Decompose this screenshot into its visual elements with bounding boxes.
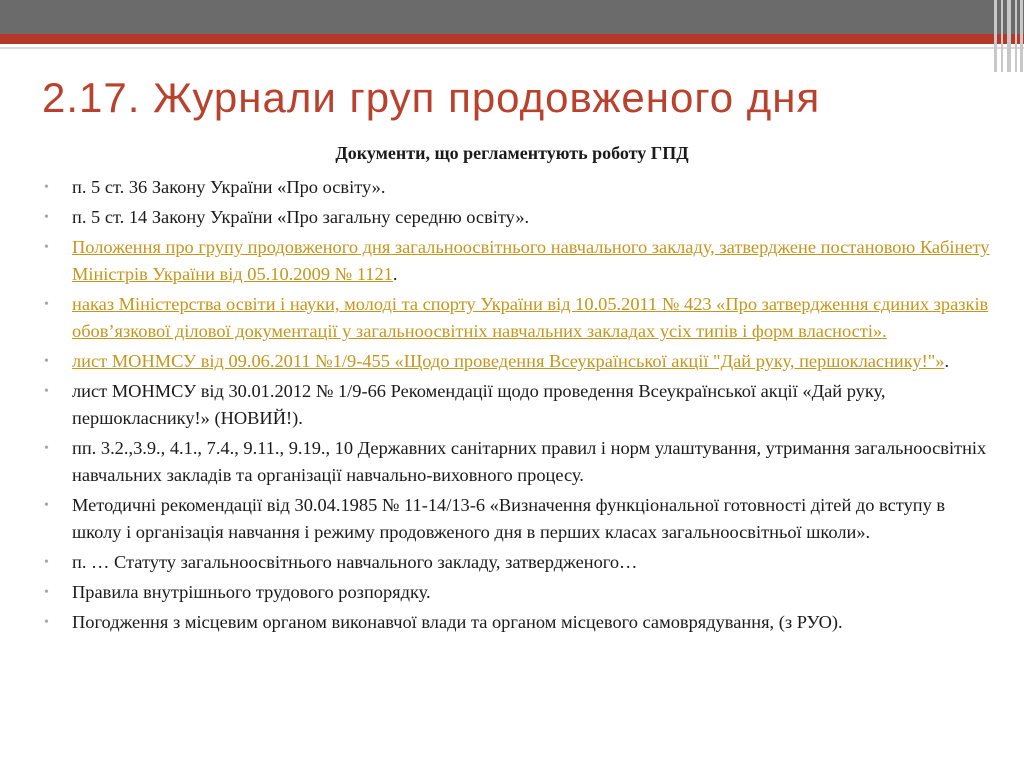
list-item [44, 204, 999, 231]
item-text: Методичні рекомендації від 30.04.1985 № 11-14/13-6 «Визначення функціональної готовності дітей до вступу в школу і організація навчання і режиму продовженого дня в перших класах загальноосвітньої школи». [72, 495, 946, 542]
list-item [44, 234, 999, 288]
bullet-icon: • [44, 585, 49, 600]
list-item [44, 348, 999, 375]
list-item [44, 435, 999, 489]
item-text: Правила внутрішнього трудового розпорядку. [72, 582, 431, 602]
bullet-icon: • [44, 180, 49, 195]
item-text: Погодження з місцевим органом виконавчої влади та органом місцевого самоврядування, (з РУО). [72, 612, 843, 632]
bullet-icon: • [44, 555, 49, 570]
item-text: п. 5 ст. 36 Закону України «Про освіту». [72, 177, 386, 197]
header-band [0, 0, 1024, 34]
item-suffix: . [392, 264, 398, 284]
item-text: лист МОНМСУ від 30.01.2012 № 1/9-66 Рекомендації щодо проведення Всеукраїнської акції «Дай руку, першокласнику!» (НОВИЙ!). [72, 381, 886, 428]
item-text: пп. 3.2.,3.9., 4.1., 7.4., 9.11., 9.19., 10 Державних санітарних правил і норм улаштування, утримання загальноосвітніх навчальних закладів та організації навчально-виховного процесу. [72, 438, 987, 485]
list-item [44, 549, 999, 576]
item-text: п. … Статуту загальноосвітнього навчального закладу, затвердженого… [72, 552, 638, 572]
order-link[interactable]: наказ Міністерства освіти і науки, молоді та спорту України від 10.05.2011 № 423 «Про затвердження єдиних зразків обов’язкової ділової документації у загальноосвітніх навчальних закладах усіх типів і форм власності». [72, 294, 989, 341]
list-item [44, 492, 999, 546]
bullet-icon: • [44, 441, 49, 456]
decorative-stripes [992, 0, 1024, 72]
list-item [44, 609, 999, 636]
list-item [44, 579, 999, 606]
bullet-icon: • [44, 297, 49, 312]
slide-title: 2.17. Журнали груп продовженого дня [42, 74, 821, 121]
document-list [44, 174, 999, 639]
item-text: п. 5 ст. 14 Закону України «Про загальну середню освіту». [72, 207, 530, 227]
list-item [44, 378, 999, 432]
slide-subtitle: Документи, що регламентують роботу ГПД [335, 143, 689, 163]
bullet-icon: • [44, 384, 49, 399]
bullet-icon: • [44, 240, 49, 255]
bullet-icon: • [44, 354, 49, 369]
item-suffix: . [944, 351, 950, 371]
bullet-icon: • [44, 615, 49, 630]
letter-link[interactable]: лист МОНМСУ від 09.06.2011 №1/9-455 «Щодо проведення Всеукраїнської акції "Дай руку, першокласнику!"» [72, 351, 945, 371]
list-item [44, 174, 999, 201]
list-item [44, 291, 999, 345]
regulation-link[interactable]: Положення про групу продовженого дня загальноосвітнього навчального закладу, затверджене постановою Кабінету Міністрів України від 05.10.2009 № 1121 [72, 237, 990, 284]
bullet-icon: • [44, 498, 49, 513]
divider-line [0, 47, 1024, 49]
accent-band [0, 34, 1024, 44]
bullet-icon: • [44, 210, 49, 225]
